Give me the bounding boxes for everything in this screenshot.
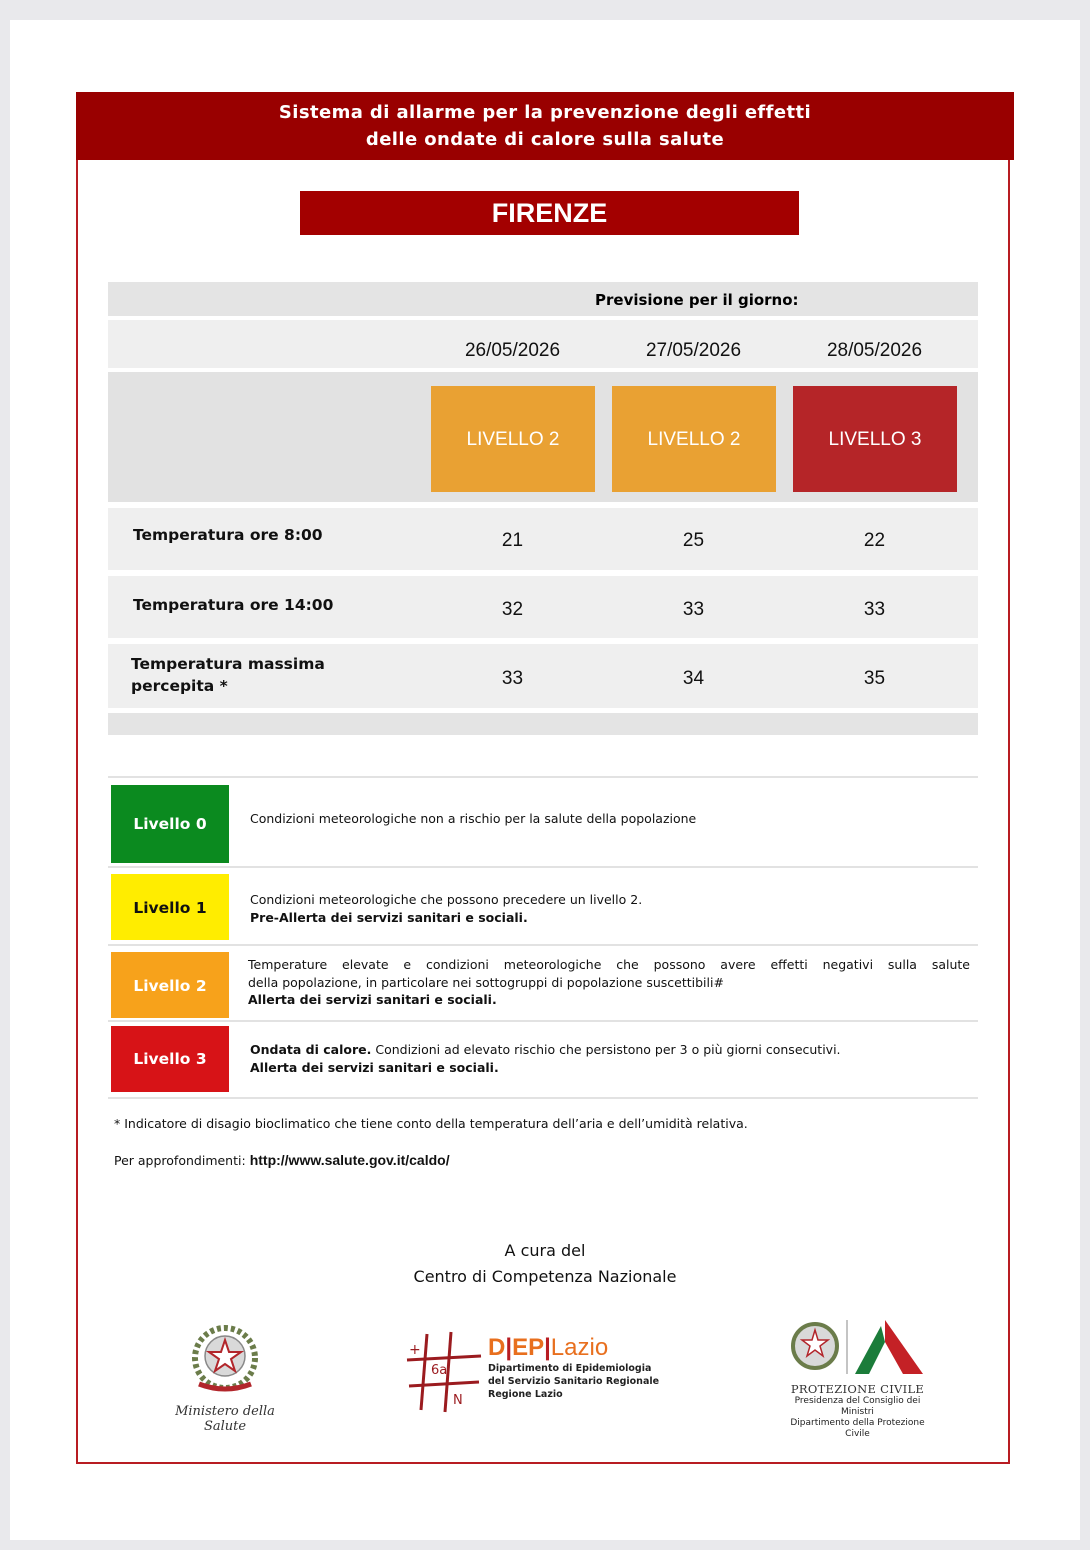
svg-text:6a: 6a [431,1363,448,1378]
dep-caption-1: Dipartimento di Epidemiologia [488,1363,652,1374]
legend-level-3-desc: Condizioni ad elevato rischio che persistono per 3 o più giorni consecutivi. [371,1042,841,1057]
table-footer-bar [108,713,978,735]
dep-brand-ep: EP [512,1334,545,1361]
legend-level-1-desc: Condizioni meteorologiche che possono precedere un livello 2. [250,892,643,907]
legend-level-3-action: Allerta dei servizi sanitari e sociali. [250,1059,499,1075]
protezione-caption-2: Dipartimento della Protezione Civile [790,1418,925,1439]
row-label-temp-14: Temperatura ore 14:00 [133,596,334,614]
dep-grid-icon [405,1330,483,1414]
date-day-3: 28/05/2026 [826,340,923,361]
ministero-logo-text: Ministero della Salute [175,1404,275,1434]
more-info [114,1152,450,1168]
svg-text:+: + [409,1342,421,1358]
legend-divider [108,1097,978,1099]
legend-divider [108,776,978,778]
legend-text-level-2 [248,956,970,1009]
credit-line-2: Centro di Competenza Nazionale [413,1267,677,1286]
forecast-title-text: Previsione per il giorno: [595,291,799,309]
header-line-2: delle ondate di calore sulla salute [365,129,725,150]
legend-level-3-lead: Ondata di calore. [250,1042,372,1057]
legend-swatch-level-1: Livello 1 [111,874,229,940]
perceived-day-1: 33 [501,668,524,689]
temp-14-day-1: 32 [501,599,524,620]
legend-divider [108,1020,978,1022]
city-name: FIRENZE [300,191,799,235]
protezione-caption [785,1396,930,1440]
date-day-2: 27/05/2026 [645,340,742,361]
legend-level-2-action: Allerta dei servizi sanitari e sociali. [248,992,497,1007]
forecast-title [108,282,978,316]
temp-8-day-2: 25 [682,530,705,551]
legend-text-level-0: Condizioni meteorologiche non a rischio per la salute della popolazione [250,811,697,826]
dep-brand-lazio: Lazio [550,1334,609,1361]
level-badge-day-3: LIVELLO 3 [793,386,957,492]
protezione-civile-icon [785,1316,930,1378]
legend-swatch-level-0: Livello 0 [111,785,229,863]
dep-lazio-caption [488,1362,659,1401]
credit-block [300,1238,790,1290]
italian-emblem-icon [165,1320,285,1400]
temp-14-day-2: 33 [682,599,705,620]
dep-lazio-logo [405,1330,675,1420]
footnote: * Indicatore di disagio bioclimatico che tiene conto della temperatura dell’aria e dell’umidità relativa. [114,1116,748,1131]
level-badge-day-2: LIVELLO 2 [612,386,776,492]
legend-level-2-desc-1: Temperature elevate e condizioni meteorologiche che possono avere effetti negativi sulla salute [248,957,970,972]
perceived-day-2: 34 [682,668,705,689]
temp-8-day-1: 21 [501,530,524,551]
legend-text-level-3 [250,1041,841,1076]
temp-8-day-3: 22 [863,530,886,551]
svg-text:N: N [453,1393,463,1408]
protezione-civile-logo [785,1316,930,1439]
legend-text-level-1 [250,891,642,926]
perceived-day-3: 35 [863,668,886,689]
dep-caption-3: Regione Lazio [488,1389,563,1400]
temp-14-day-3: 33 [863,599,886,620]
more-info-link[interactable]: http://www.salute.gov.it/caldo/ [249,1152,450,1168]
row-label-line-2: percepita * [131,677,228,695]
row-label-line-1: Temperatura massima [131,655,325,673]
protezione-caption-1: Presidenza del Consiglio dei Ministri [794,1396,921,1417]
level-badge-day-1: LIVELLO 2 [431,386,595,492]
credit-line-1: A cura del [504,1241,586,1260]
date-day-1: 26/05/2026 [464,340,561,361]
protezione-title: PROTEZIONE CIVILE [790,1382,925,1396]
header-line-1: Sistema di allarme per la prevenzione degli effetti [278,102,812,123]
dep-caption-2: del Servizio Sanitario Regionale [488,1376,660,1387]
ministero-logo [165,1320,285,1434]
legend-divider [108,866,978,868]
legend-swatch-level-3: Livello 3 [111,1026,229,1092]
dep-lazio-brand: D|EP|Lazio [488,1334,609,1361]
legend-divider [108,944,978,946]
dep-brand-d: D [488,1334,506,1361]
row-label-temp-8: Temperatura ore 8:00 [133,526,323,544]
legend-level-2-desc-2: della popolazione, in particolare nei sottogruppi di popolazione suscettibili# [248,974,724,990]
more-info-label: Per approfondimenti: [114,1153,246,1168]
bulletin-header [76,92,1014,160]
legend-level-1-action: Pre-Allerta dei servizi sanitari e sociali. [250,909,528,925]
row-label-perceived-max [131,653,325,697]
legend-swatch-level-2: Livello 2 [111,952,229,1018]
